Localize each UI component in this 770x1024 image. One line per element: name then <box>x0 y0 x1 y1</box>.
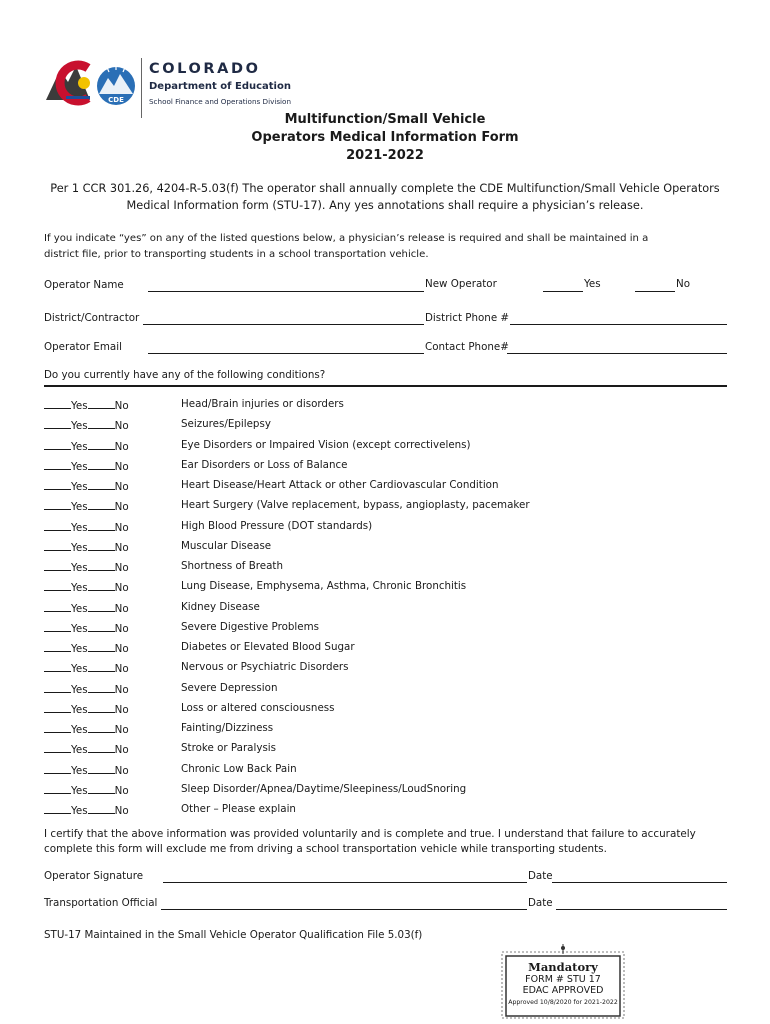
condition-no-label: No <box>114 784 129 797</box>
condition-yes-label: Yes <box>71 784 88 797</box>
condition-row <box>44 641 727 657</box>
condition-text: High Blood Pressure (DOT standards) <box>181 519 373 532</box>
condition-no-label: No <box>114 521 129 534</box>
condition-row <box>44 661 727 677</box>
condition-no-label: No <box>114 562 129 574</box>
condition-row <box>44 803 727 819</box>
district-phone-label: District Phone # <box>425 312 510 324</box>
condition-no-label: No <box>114 582 129 595</box>
new-operator-label: New Operator <box>425 278 497 290</box>
condition-text: Sleep Disorder/Apnea/Daytime/Sleepiness/LoudSnoring <box>181 782 467 795</box>
condition-no-blank[interactable] <box>88 580 115 591</box>
operator-email-label: Operator Email <box>44 341 122 353</box>
condition-yes-blank[interactable] <box>44 702 71 713</box>
condition-no-label: No <box>114 643 129 655</box>
condition-yes-blank[interactable] <box>44 540 71 551</box>
condition-no-blank[interactable] <box>88 783 115 794</box>
signature-date-field[interactable] <box>552 870 727 883</box>
district-field[interactable] <box>143 312 424 325</box>
condition-yes-label: Yes <box>71 744 88 757</box>
condition-yes-blank[interactable] <box>44 722 71 733</box>
condition-yes-label: Yes <box>71 683 88 696</box>
certify-line1: I certify that the above information was provided voluntarily and is complete and true. I understand that failure to accurately <box>44 828 696 840</box>
condition-yes-blank[interactable] <box>44 742 71 753</box>
condition-yes-blank[interactable] <box>44 439 71 450</box>
condition-yes-label: Yes <box>71 582 88 595</box>
condition-no-label: No <box>114 622 129 635</box>
cde-badge-text: CDE <box>108 96 124 104</box>
signature-date-label: Date <box>528 870 553 882</box>
condition-text: Diabetes or Elevated Blood Sugar <box>181 641 355 653</box>
condition-row <box>44 540 727 556</box>
condition-yes-label: Yes <box>71 400 88 412</box>
org-department: Department of Education <box>149 81 291 92</box>
new-operator-no-field[interactable] <box>635 279 675 292</box>
conditions-header: Do you currently have any of the following conditions? <box>44 369 326 381</box>
condition-row <box>44 722 727 738</box>
new-operator-yes-field[interactable] <box>543 279 583 292</box>
condition-no-label: No <box>114 400 129 412</box>
new-operator-yes-label: Yes <box>584 278 601 290</box>
condition-no-label: No <box>114 501 129 514</box>
transportation-official-label: Transportation Official <box>44 897 158 909</box>
condition-text: Stroke or Paralysis <box>181 742 277 755</box>
notice-line1: If you indicate “yes” on any of the listed questions below, a physician’s release is required and shall be maintained in a <box>44 233 649 244</box>
logo-divider <box>141 58 142 118</box>
condition-no-blank[interactable] <box>88 520 115 531</box>
condition-row <box>44 499 727 515</box>
form-title-year: 2021-2022 <box>346 148 424 163</box>
condition-text: Lung Disease, Emphysema, Asthma, Chronic Bronchitis <box>181 580 467 593</box>
condition-yes-blank[interactable] <box>44 803 71 814</box>
condition-yes-blank[interactable] <box>44 682 71 693</box>
condition-yes-label: Yes <box>71 805 88 817</box>
condition-row <box>44 682 727 698</box>
condition-row <box>44 702 727 718</box>
new-operator-no-label: No <box>676 278 691 290</box>
condition-yes-label: Yes <box>71 622 88 635</box>
condition-no-blank[interactable] <box>88 803 115 814</box>
condition-no-label: No <box>114 481 129 493</box>
condition-text: Kidney Disease <box>181 600 260 613</box>
condition-row <box>44 560 727 576</box>
condition-text: Ear Disorders or Loss of Balance <box>181 458 348 471</box>
condition-no-label: No <box>114 805 129 817</box>
condition-row <box>44 418 727 434</box>
condition-yes-label: Yes <box>71 703 88 716</box>
intro-line2: Medical Information form (STU-17). Any yes annotations shall require a physician’s release. <box>126 199 644 212</box>
condition-yes-blank[interactable] <box>44 580 71 591</box>
condition-yes-blank[interactable] <box>44 661 71 672</box>
condition-no-blank[interactable] <box>88 682 115 693</box>
condition-yes-blank[interactable] <box>44 398 71 409</box>
condition-no-blank[interactable] <box>88 398 115 409</box>
condition-text: Seizures/Epilepsy <box>181 418 271 431</box>
condition-yes-label: Yes <box>71 460 88 473</box>
condition-no-label: No <box>114 764 129 777</box>
condition-yes-blank[interactable] <box>44 783 71 794</box>
form-title-line2: Operators Medical Information Form <box>251 130 519 145</box>
condition-yes-blank[interactable] <box>44 621 71 632</box>
intro-line1: Per 1 CCR 301.26, 4204-R-5.03(f) The operator shall annually complete the CDE Multifunction/Small Vehicle Operators <box>50 182 720 195</box>
condition-row <box>44 439 727 455</box>
org-division: School Finance and Operations Division <box>149 97 292 106</box>
condition-text: Nervous or Psychiatric Disorders <box>181 661 349 674</box>
condition-row <box>44 520 727 536</box>
stamp-edac: EDAC APPROVED <box>522 985 604 996</box>
condition-yes-blank[interactable] <box>44 560 71 571</box>
condition-yes-label: Yes <box>71 643 88 655</box>
district-label: District/Contractor <box>44 312 140 324</box>
condition-text: Heart Surgery (Valve replacement, bypass, angioplasty, pacemaker <box>181 499 530 512</box>
stamp-form-number: FORM # STU 17 <box>525 974 601 985</box>
condition-no-label: No <box>114 541 129 554</box>
condition-no-blank[interactable] <box>88 641 115 652</box>
condition-yes-blank[interactable] <box>44 479 71 490</box>
condition-yes-label: Yes <box>71 602 88 615</box>
condition-no-blank[interactable] <box>88 499 115 510</box>
condition-yes-label: Yes <box>71 724 88 736</box>
operator-signature-label: Operator Signature <box>44 870 144 882</box>
condition-text: Severe Depression <box>181 681 278 694</box>
condition-yes-label: Yes <box>71 663 88 676</box>
condition-yes-label: Yes <box>71 764 88 777</box>
condition-row <box>44 398 727 414</box>
condition-yes-blank[interactable] <box>44 459 71 470</box>
operator-email-field[interactable] <box>148 341 424 354</box>
condition-no-label: No <box>114 460 129 473</box>
condition-no-label: No <box>114 683 129 696</box>
condition-no-label: No <box>114 744 129 757</box>
condition-no-blank[interactable] <box>88 479 115 490</box>
official-date-field[interactable] <box>556 897 727 910</box>
condition-yes-blank[interactable] <box>44 418 71 429</box>
condition-no-blank[interactable] <box>88 742 115 753</box>
condition-no-label: No <box>114 724 129 736</box>
condition-no-blank[interactable] <box>88 439 115 450</box>
footer-note: STU-17 Maintained in the Small Vehicle Operator Qualification File 5.03(f) <box>44 929 423 941</box>
condition-yes-label: Yes <box>71 541 88 554</box>
condition-row <box>44 479 727 495</box>
condition-no-label: No <box>114 440 129 453</box>
condition-no-blank[interactable] <box>88 418 115 429</box>
condition-yes-label: Yes <box>71 562 88 574</box>
conditions-divider <box>44 385 727 387</box>
condition-row <box>44 742 727 758</box>
condition-yes-label: Yes <box>71 481 88 493</box>
operator-signature-field[interactable] <box>163 870 527 883</box>
condition-row <box>44 763 727 779</box>
condition-no-label: No <box>114 663 129 676</box>
org-name: COLORADO <box>149 61 261 77</box>
condition-text: Fainting/Dizziness <box>181 722 274 734</box>
cde-logo <box>46 56 138 118</box>
district-phone-field[interactable] <box>510 312 727 325</box>
condition-row <box>44 580 727 596</box>
condition-text: Head/Brain injuries or disorders <box>181 398 344 410</box>
condition-no-label: No <box>114 602 129 615</box>
condition-text: Shortness of Breath <box>181 560 283 572</box>
condition-yes-blank[interactable] <box>44 499 71 510</box>
operator-name-field[interactable] <box>148 279 424 292</box>
condition-row <box>44 459 727 475</box>
contact-phone-field[interactable] <box>507 341 727 354</box>
condition-row <box>44 601 727 617</box>
condition-text: Heart Disease/Heart Attack or other Cardiovascular Condition <box>181 479 499 491</box>
condition-text: Eye Disorders or Impaired Vision (except correctivelens) <box>181 438 471 451</box>
condition-row <box>44 783 727 799</box>
condition-yes-blank[interactable] <box>44 520 71 531</box>
condition-no-blank[interactable] <box>88 621 115 632</box>
condition-no-label: No <box>114 703 129 716</box>
condition-no-blank[interactable] <box>88 722 115 733</box>
stamp-approved-date: Approved 10/8/2020 for 2021-2022 <box>508 999 618 1006</box>
condition-no-blank[interactable] <box>88 540 115 551</box>
condition-no-label: No <box>114 420 129 433</box>
condition-text: Muscular Disease <box>181 539 272 552</box>
condition-no-blank[interactable] <box>88 702 115 713</box>
condition-text: Other – Please explain <box>181 803 296 815</box>
transportation-official-field[interactable] <box>161 897 527 910</box>
certify-line2: complete this form will exclude me from driving a school transportation vehicle while transporting students. <box>44 843 607 855</box>
condition-yes-label: Yes <box>71 440 88 453</box>
condition-yes-blank[interactable] <box>44 601 71 612</box>
condition-row <box>44 621 727 637</box>
condition-no-blank[interactable] <box>88 459 115 470</box>
condition-text: Chronic Low Back Pain <box>181 762 297 775</box>
condition-yes-blank[interactable] <box>44 763 71 774</box>
stamp-mandatory: Mandatory <box>528 960 598 974</box>
condition-no-blank[interactable] <box>88 601 115 612</box>
condition-text: Severe Digestive Problems <box>181 620 320 633</box>
colorado-c-mountain-logo <box>46 56 138 118</box>
condition-yes-label: Yes <box>71 420 88 433</box>
notice-line2: district file, prior to transporting students in a school transportation vehicle. <box>44 249 429 260</box>
contact-phone-label: Contact Phone# <box>425 341 509 353</box>
condition-yes-blank[interactable] <box>44 641 71 652</box>
condition-yes-label: Yes <box>71 521 88 534</box>
form-title-line1: Multifunction/Small Vehicle <box>284 112 486 127</box>
condition-no-blank[interactable] <box>88 560 115 571</box>
condition-no-blank[interactable] <box>88 661 115 672</box>
official-date-label: Date <box>528 897 553 909</box>
operator-name-label: Operator Name <box>44 279 124 291</box>
condition-no-blank[interactable] <box>88 763 115 774</box>
condition-text: Loss or altered consciousness <box>181 701 335 714</box>
condition-yes-label: Yes <box>71 501 88 514</box>
